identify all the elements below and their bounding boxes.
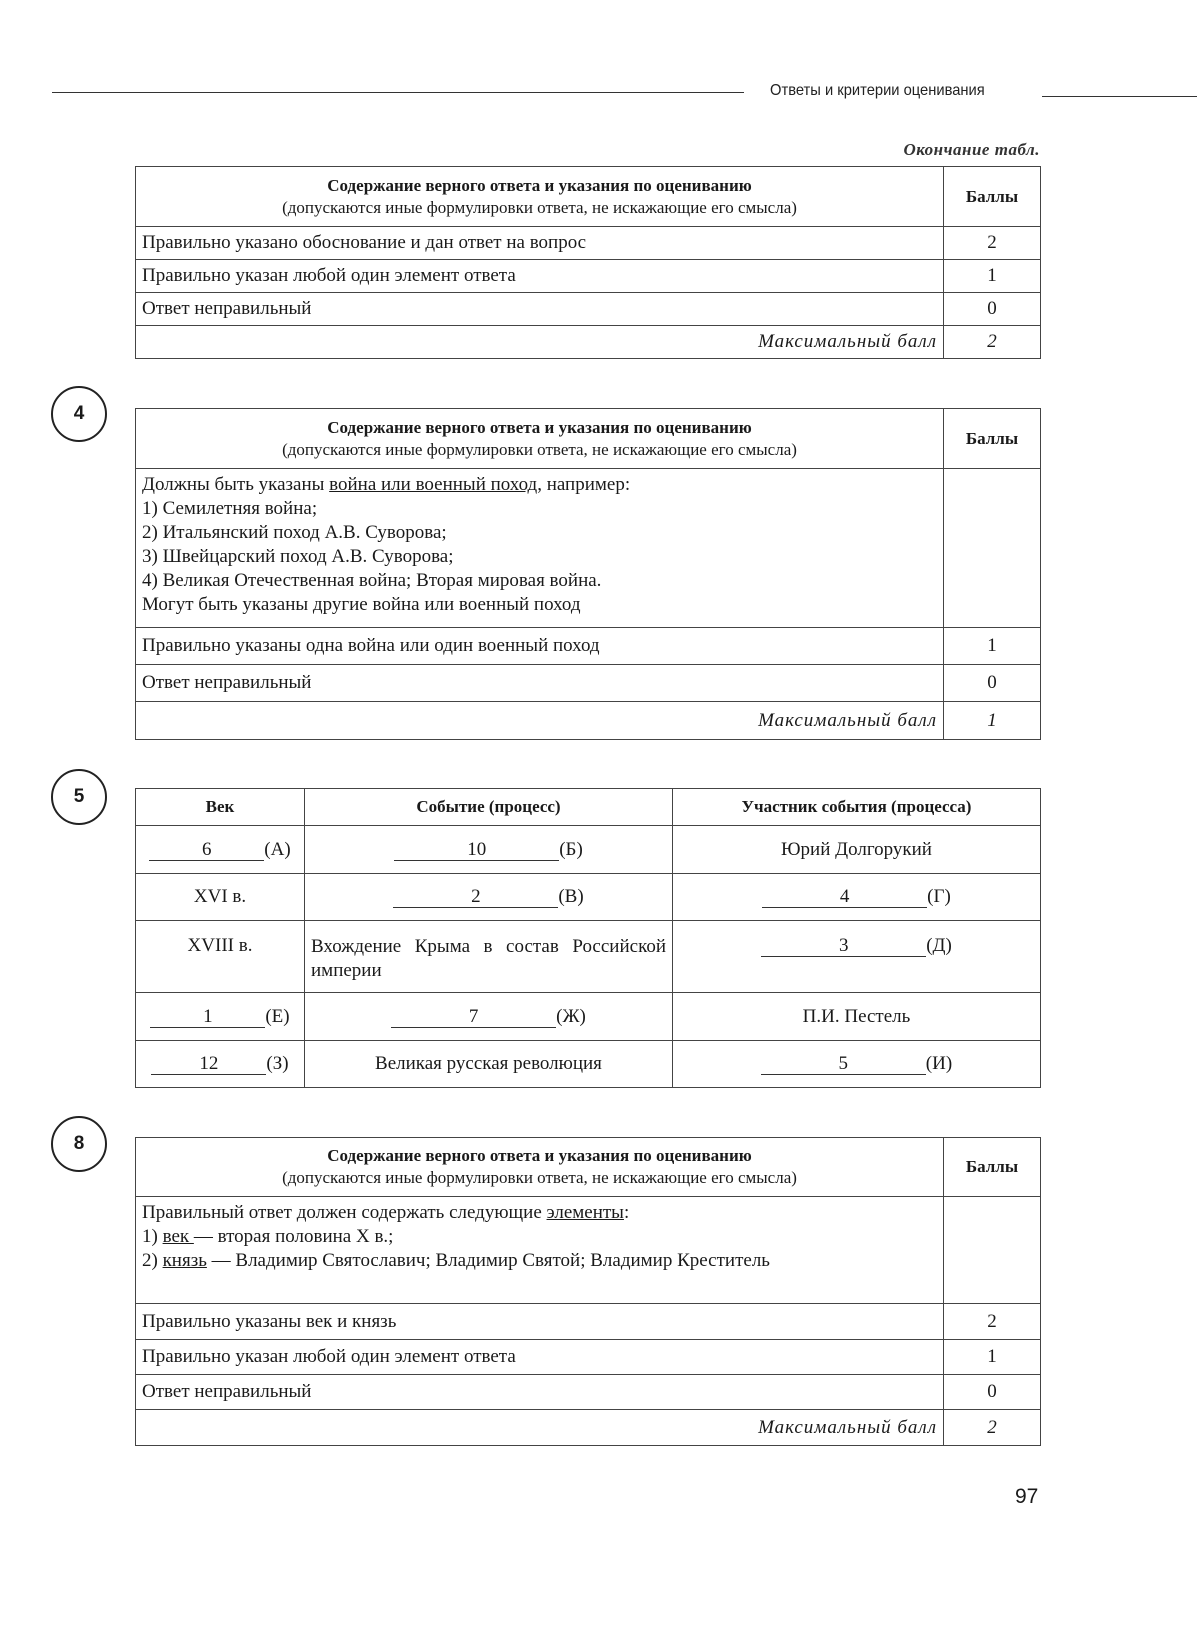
table-cell: Правильный ответ должен содержать следующие элементы: 1) век — вторая половина X в.; 2) князь — Владимир Святославич; Владимир Святой; Владимир Креститель — [136, 1197, 944, 1304]
table-cell: Правильно указано обоснование и дан ответ на вопрос — [136, 227, 944, 260]
col-header: Содержание верного ответа и указания по оцениванию — [327, 1146, 752, 1165]
col-header: Содержание верного ответа и указания по оцениванию — [327, 417, 752, 437]
answer-content-row — [136, 1197, 1041, 1304]
table-cell: 10 (Б) — [305, 826, 673, 874]
table-row — [136, 1304, 1041, 1340]
table-row — [136, 921, 1041, 993]
table-cell: 2 — [944, 326, 1041, 359]
table-cell: 1 — [944, 260, 1041, 293]
table-cell: Вхождение Крыма в состав Российской империи — [305, 921, 673, 993]
max-score-row — [136, 326, 1041, 359]
table-cell: Ответ неправильный — [136, 665, 944, 702]
criteria-table-4 — [135, 408, 1041, 740]
table-cell: XVIII в. — [136, 921, 305, 993]
table-row — [136, 260, 1041, 293]
answer-content-row — [136, 469, 1041, 628]
table-cell: 1 (Е) — [136, 993, 305, 1041]
table-cell: 7 (Ж) — [305, 993, 673, 1041]
table-cell: Ответ неправильный — [136, 293, 944, 326]
table-cell: Правильно указаны век и князь — [136, 1304, 944, 1340]
answer-table-5 — [135, 788, 1041, 1088]
table-cell: 1 — [944, 1340, 1041, 1375]
table-cell: Юрий Долгорукий — [673, 826, 1041, 874]
table-cell: 6 (А) — [136, 826, 305, 874]
table-row — [136, 227, 1041, 260]
table-cell: П.И. Пестель — [673, 993, 1041, 1041]
col-header: Век — [136, 789, 305, 826]
table-cell: Правильно указан любой один элемент ответа — [136, 1340, 944, 1375]
table-cell: Великая русская революция — [305, 1041, 673, 1088]
criteria-table-3 — [135, 166, 1041, 359]
header-rule — [52, 92, 744, 93]
col-header: Событие (процесс) — [305, 789, 673, 826]
page-number: 97 — [1015, 1485, 1039, 1508]
table-cell — [136, 409, 944, 469]
table-cell — [944, 1197, 1041, 1304]
table-cell — [944, 469, 1041, 628]
running-title: Ответы и критерии оценивания — [770, 82, 985, 99]
task-number-badge: 8 — [51, 1116, 107, 1172]
table-cell: 0 — [944, 1375, 1041, 1410]
max-score-row — [136, 1410, 1041, 1446]
criteria-table-8 — [135, 1137, 1041, 1446]
col-header: Участник события (процесса) — [673, 789, 1041, 826]
table-cell: 3 (Д) — [673, 921, 1041, 993]
score-header: Баллы — [944, 167, 1041, 227]
table-cell: 4 (Г) — [673, 874, 1041, 921]
table-row — [136, 665, 1041, 702]
table-row — [136, 993, 1041, 1041]
table-row — [136, 1041, 1041, 1088]
table-cell — [136, 1138, 944, 1197]
table-cell: Ответ неправильный — [136, 1375, 944, 1410]
table-cell: Правильно указан любой один элемент ответа — [136, 260, 944, 293]
table-row — [136, 1375, 1041, 1410]
table-cell: 1 — [944, 702, 1041, 740]
score-header: Баллы — [944, 1138, 1041, 1197]
table-cell: Максимальный балл — [136, 326, 944, 359]
table-cell: 2 — [944, 227, 1041, 260]
score-header: Баллы — [944, 409, 1041, 469]
max-score-row — [136, 702, 1041, 740]
table-cell: 1 — [944, 628, 1041, 665]
table-row — [136, 628, 1041, 665]
task-number-badge: 5 — [51, 769, 107, 825]
table-continuation-note: Окончание табл. — [903, 140, 1040, 159]
table-row — [136, 826, 1041, 874]
col-header: Содержание верного ответа и указания по оцениванию — [327, 175, 752, 195]
table-cell: Максимальный балл — [136, 702, 944, 740]
table-cell: Максимальный балл — [136, 1410, 944, 1446]
table-cell: Правильно указаны одна война или один военный поход — [136, 628, 944, 665]
col-header-note: (допускаются иные формулировки ответа, не искажающие его смысла) — [282, 197, 797, 217]
table-cell: 2 (В) — [305, 874, 673, 921]
table-cell: 2 — [944, 1410, 1041, 1446]
table-row — [136, 293, 1041, 326]
col-header-note: (допускаются иные формулировки ответа, не искажающие его смысла) — [282, 1168, 797, 1187]
col-header-note: (допускаются иные формулировки ответа, не искажающие его смысла) — [282, 439, 797, 459]
table-cell: Должны быть указаны война или военный поход, например: 1) Семилетняя война; 2) Итальянский поход А.В. Суворова; 3) Швейцарский поход А.В. Суворова; 4) Великая Отечественная война; Вторая мировая война. Могут быть указаны другие война или военный поход — [136, 469, 944, 628]
table-cell: 5 (И) — [673, 1041, 1041, 1088]
table-row — [136, 874, 1041, 921]
table-cell: XVI в. — [136, 874, 305, 921]
table-cell: 2 — [944, 1304, 1041, 1340]
task-number-badge: 4 — [51, 386, 107, 442]
table-cell: 0 — [944, 293, 1041, 326]
table-cell: 12 (З) — [136, 1041, 305, 1088]
table-cell — [136, 167, 944, 227]
table-cell: 0 — [944, 665, 1041, 702]
header-rule — [1042, 96, 1197, 97]
table-row — [136, 1340, 1041, 1375]
